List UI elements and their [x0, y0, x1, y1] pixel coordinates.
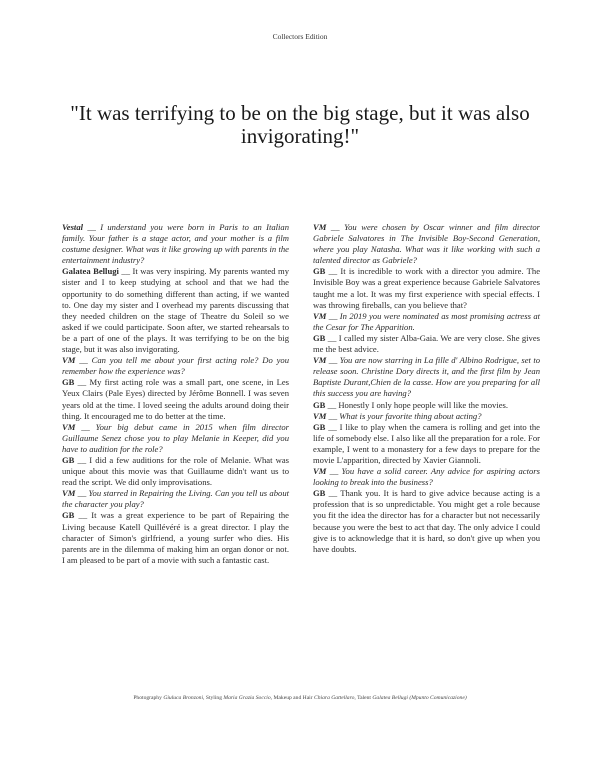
- interview-text: You were chosen by Oscar winner and film director Gabriele Salvatores in The Invisible Boy-Second Generation, where you play Natasha. What was it like working with such a talented director as Gabriele?: [313, 222, 541, 266]
- interview-question: [313, 411, 540, 422]
- interview-answer: [313, 266, 540, 310]
- interview-text: My first acting role was a small part, one scene, in Les Yeux Clairs (Pale Eyes) directed by Jérôme Bonnell. I was seven years old at the time. I loved seeing the adults around doing their thing. It encouraged me to do better at the time.: [62, 377, 290, 421]
- interview-answer: [62, 266, 289, 355]
- speaker-separator: __: [75, 355, 92, 366]
- interview-text: I understand you were born in Paris to an Italian family. Your father is a stage actor, and your mother is a film costume designer. What was it like growing up with parents in the entertainment industry?: [62, 222, 289, 266]
- speaker-name: VM: [313, 355, 327, 366]
- speaker-name: GB: [62, 510, 75, 521]
- speaker-separator: __: [74, 377, 90, 388]
- speaker-name: VM: [62, 488, 76, 499]
- interview-text: It is incredible to work with a director you admire. The Invisible Boy was a great experience because Gabriele Salvatores taught me a lot. It was my first experience with special effects. I was throwing fireballs, can you believe that?: [313, 266, 541, 310]
- speaker-name: VM: [62, 421, 76, 432]
- credit-photo-label: Photography: [133, 695, 162, 701]
- interview-text: It was a great experience to be part of Repairing the Living because Katell Quillévéré is a great director. I play the character of Simon's girlfriend, a young surfer who dies. His parents are in the dilemma of making him an organ donor or not. I am pleased to be part of a movie with such a fantastic cast.: [62, 510, 289, 565]
- interview-text: In 2019 you were nominated as most promising actress at the Cesar for The Apparition.: [313, 310, 541, 332]
- interview-column-right: [313, 222, 540, 555]
- credit-talent-label: , Talent: [354, 695, 371, 701]
- interview-question: [313, 222, 540, 266]
- interview-answer: [313, 422, 540, 466]
- credit-styling-label: , Styling: [203, 695, 223, 701]
- interview-answer: [62, 377, 289, 421]
- speaker-name: VM: [313, 222, 327, 232]
- interview-text: I called my sister Alba-Gaia. We are very close. She gives me the best advice.: [313, 332, 541, 355]
- credit-photo-name: Giuluca Bronzoni: [163, 695, 204, 701]
- interview-text: You have a solid career. Any advice for aspiring actors looking to break into the business?: [313, 466, 540, 488]
- credit-talent-name: Galatea Bellugi (Mpunto Comunicazione): [372, 695, 467, 701]
- speaker-name: GB: [62, 377, 75, 388]
- speaker-name: Galatea Bellugi: [62, 266, 119, 277]
- interview-text: Your big debut came in 2015 when film director Guillaume Senez chose you to play Melanie in Keeper, did you have to audition for the role?: [62, 421, 290, 454]
- credit-styling-name: Maria Grazia Soccio: [223, 695, 271, 701]
- speaker-name: GB: [313, 266, 326, 277]
- credit-makeup-label: , Makeup and Hair: [270, 695, 313, 701]
- interview-text: What is your favorite thing about acting?: [339, 410, 482, 421]
- speaker-separator: __: [83, 222, 101, 232]
- speaker-separator: __: [326, 222, 345, 232]
- credit-makeup-name: Chiara Gattellaro: [314, 695, 355, 701]
- interview-answer: [62, 455, 289, 488]
- speaker-name: VM: [313, 410, 327, 421]
- interview-question: [313, 466, 540, 488]
- speaker-separator: __: [325, 332, 339, 343]
- speaker-name: GB: [313, 332, 326, 343]
- interview-question: [313, 311, 540, 333]
- interview-text: Thank you. It is hard to give advice because acting is a profession that is so unpredictable. You might get a role because you fit the idea the director has for a character but not necessarily because you were the best to act that day. The only advice I could give is to acknowledge that it is hard, so don't give up when you have doubts.: [313, 488, 540, 554]
- interview-question: [62, 355, 289, 377]
- interview-text: It was very inspiring. My parents wanted my sister and I to keep studying at school and that we had the opportunity to do something different than acting, if we wanted to. One day my sister and I overhead my parents discussing that they needed children on the stage of Theatre du Soleil so we asked if we could participate. Soon after, we started rehearsals to be a part of one of the plays. It was terrifying to be on the big stage, but it was also invigorating.: [62, 266, 290, 355]
- speaker-separator: __: [326, 310, 340, 321]
- interview-question: [313, 355, 540, 399]
- speaker-separator: __: [74, 510, 92, 521]
- photo-credits: [0, 695, 600, 701]
- interview-answer: [313, 400, 540, 411]
- speaker-name: GB: [313, 421, 326, 432]
- speaker-name: VM: [313, 466, 327, 477]
- interview-question: [62, 488, 289, 510]
- speaker-separator: __: [326, 355, 340, 366]
- speaker-name: GB: [313, 399, 326, 410]
- interview-text: Honestly I only hope people will like the movies.: [338, 399, 509, 410]
- speaker-separator: __: [326, 410, 340, 421]
- speaker-separator: __: [325, 399, 339, 410]
- speaker-separator: __: [325, 488, 341, 499]
- interview-answer: [313, 488, 540, 555]
- speaker-name: VM: [313, 310, 327, 321]
- interview-question: [62, 422, 289, 455]
- pull-quote: "It was terrifying to be on the big stage, but it was also invigorating!": [70, 101, 530, 148]
- interview-question: [62, 222, 289, 266]
- interview-text: You are now starring in La fille d' Albino Rodrigue, set to release soon. Christine Dory directs it, and the first film by Jean Baptiste Durant,Chien de la casse. How are you preparing for all this success you are having?: [313, 355, 541, 399]
- speaker-name: VM: [62, 355, 76, 366]
- speaker-separator: __: [75, 488, 89, 499]
- edition-label: Collectors Edition: [272, 32, 328, 41]
- speaker-separator: __: [74, 454, 90, 465]
- speaker-separator: __: [326, 466, 342, 477]
- interview-text: I like to play when the camera is rolling and get into the life of somebody else. I also like all the preparation for a role. For example, I went to a monastery for a few days to prepare for the movie L'apparition, directed by Xavier Giannoli.: [313, 421, 540, 465]
- interview-column-left: [62, 222, 289, 566]
- speaker-name: GB: [62, 454, 75, 465]
- interview-answer: [62, 510, 289, 565]
- speaker-separator: __: [118, 266, 133, 277]
- interview-answer: [313, 333, 540, 355]
- interview-text: You starred in Repairing the Living. Can you tell us about the character you play?: [62, 488, 290, 510]
- speaker-name: Vestal: [62, 222, 84, 232]
- interview-text: I did a few auditions for the role of Melanie. What was unique about this movie was that Guillaume didn't want us to read the script. We did only improvisations.: [62, 454, 289, 488]
- speaker-separator: __: [325, 266, 341, 277]
- interview-text: Can you tell me about your first acting role? Do you remember how the experience was?: [62, 355, 290, 377]
- speaker-separator: __: [75, 421, 96, 432]
- speaker-name: GB: [313, 488, 326, 499]
- speaker-separator: __: [325, 421, 340, 432]
